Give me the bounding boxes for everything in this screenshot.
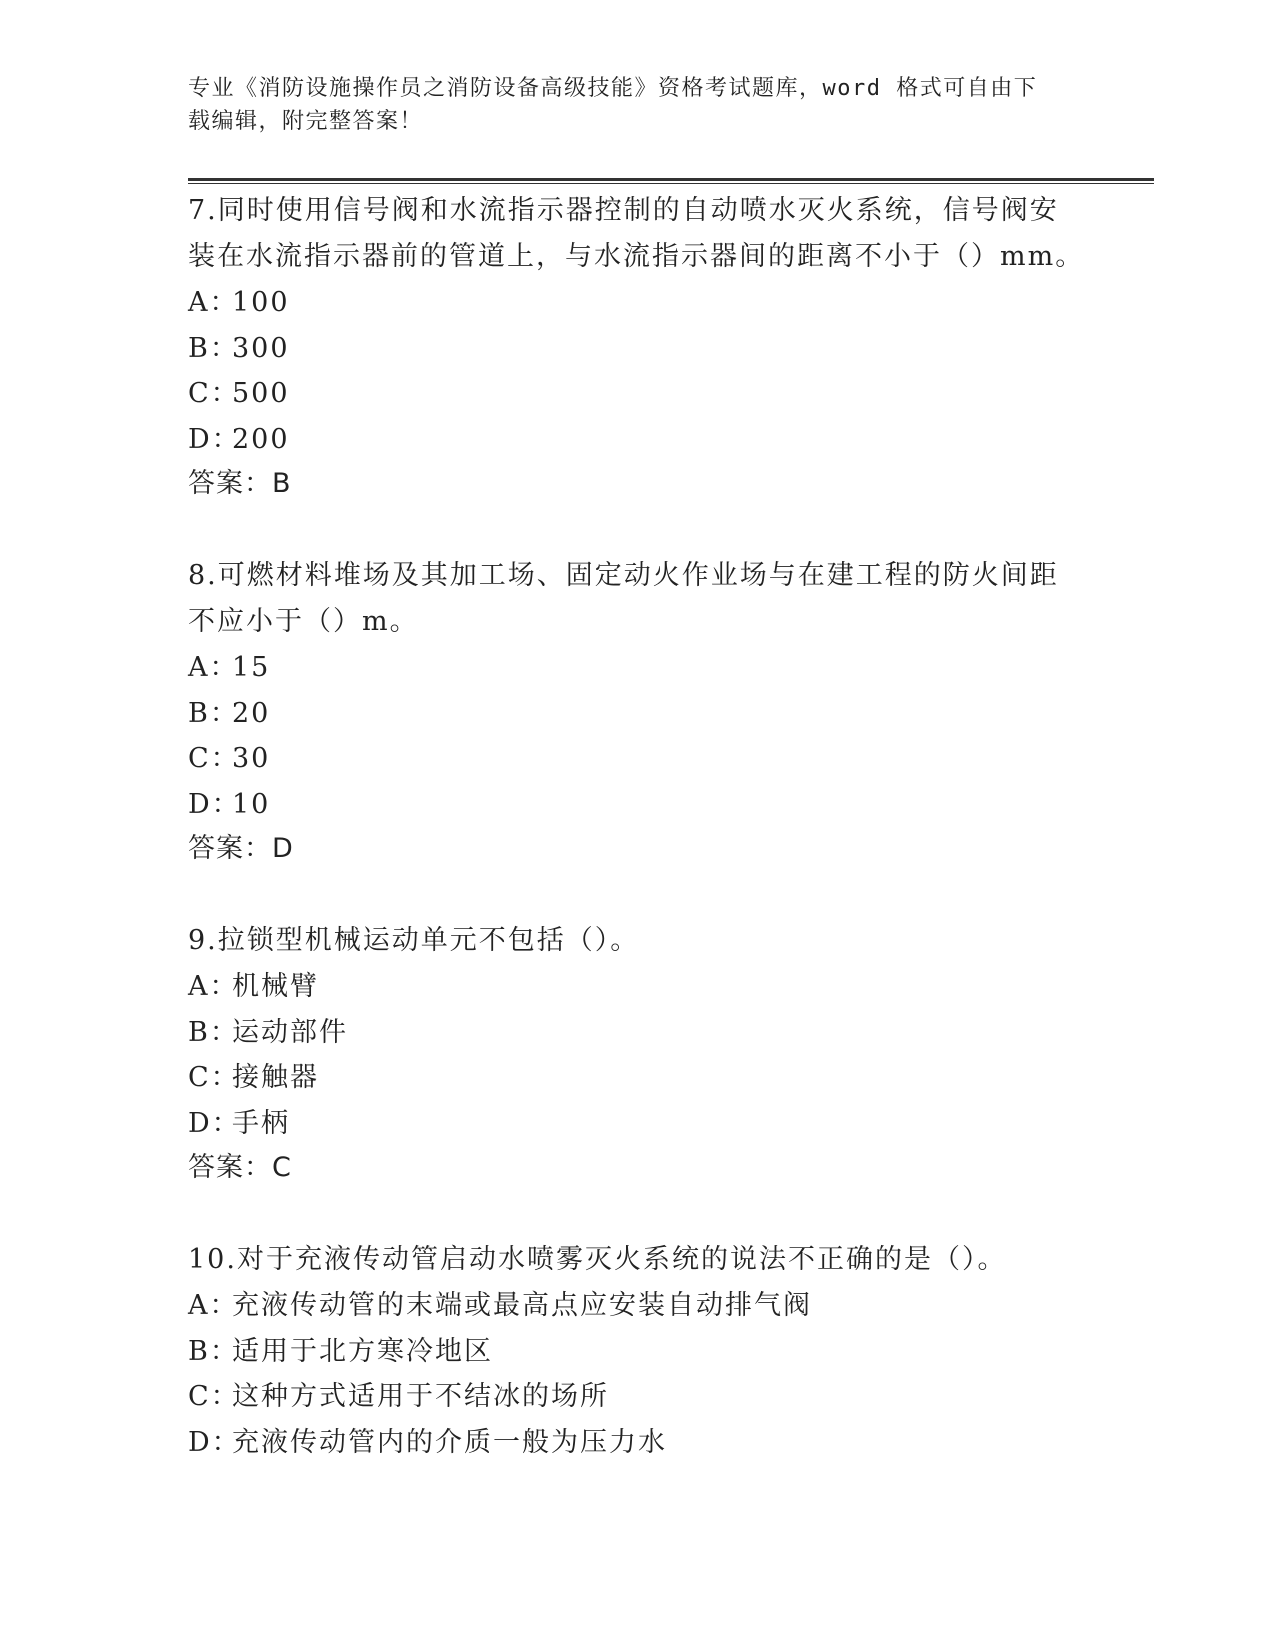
option-c <box>188 736 1088 782</box>
question-10 <box>188 1237 1088 1465</box>
option-text: 充液传动管的末端或最高点应安装自动排气阀 <box>232 1290 812 1321</box>
option-b <box>188 326 1088 372</box>
option-a <box>188 280 1088 326</box>
option-key: C： <box>188 743 240 774</box>
header-rule-thick <box>188 178 1154 181</box>
option-d <box>188 417 1088 463</box>
answer-line: 答案：D <box>188 833 294 864</box>
option-text: 100 <box>232 287 290 318</box>
option-text: 30 <box>232 743 271 774</box>
question-stem-line: 7.同时使用信号阀和水流指示器控制的自动喷水灭火系统，信号阀安 <box>188 195 1059 226</box>
option-text: 手柄 <box>232 1107 290 1139</box>
option-key: D： <box>188 1426 241 1458</box>
option-key: A： <box>188 652 239 683</box>
option-c <box>188 1055 1088 1101</box>
option-key: B： <box>188 1335 239 1367</box>
option-key: B： <box>188 697 239 729</box>
option-a <box>188 1283 1088 1329</box>
option-key: A： <box>188 1290 239 1321</box>
option-key: C： <box>188 378 240 409</box>
option-text: 20 <box>232 697 271 729</box>
option-text: 15 <box>232 652 271 683</box>
option-text: 300 <box>232 332 290 364</box>
option-key: B： <box>188 1016 239 1048</box>
document-header <box>188 72 1088 138</box>
header-line-1: 专业《消防设施操作员之消防设备高级技能》资格考试题库，word 格式可自由下 <box>188 76 1038 101</box>
option-d <box>188 1101 1088 1147</box>
question-7 <box>188 188 1088 506</box>
option-text: 适用于北方寒冷地区 <box>232 1335 493 1367</box>
question-9 <box>188 918 1088 1190</box>
option-b <box>188 1329 1088 1375</box>
option-a <box>188 645 1088 691</box>
option-key: D： <box>188 423 241 455</box>
option-key: C： <box>188 1381 240 1412</box>
answer-line: 答案：B <box>188 468 292 499</box>
option-key: B： <box>188 332 239 364</box>
option-c <box>188 371 1088 417</box>
option-b <box>188 1010 1088 1056</box>
question-stem-line: 9.拉锁型机械运动单元不包括（）。 <box>188 925 640 956</box>
option-key: A： <box>188 287 239 318</box>
header-line-2: 载编辑，附完整答案！ <box>188 109 424 134</box>
option-key: A： <box>188 971 239 1002</box>
option-c <box>188 1374 1088 1420</box>
option-d <box>188 1420 1088 1466</box>
option-a <box>188 964 1088 1010</box>
option-text: 200 <box>232 423 290 455</box>
question-stem-line: 10.对于充液传动管启动水喷雾灭火系统的说法不正确的是（）。 <box>188 1244 1007 1275</box>
option-text: 500 <box>232 378 290 409</box>
question-list <box>188 188 1088 1512</box>
option-text: 充液传动管内的介质一般为压力水 <box>232 1426 667 1458</box>
question-stem-line: 装在水流指示器前的管道上，与水流指示器间的距离不小于（）mm。 <box>188 241 1085 272</box>
header-rule-thin <box>188 183 1154 184</box>
option-key: C： <box>188 1062 240 1093</box>
option-text: 接触器 <box>232 1062 319 1093</box>
option-text: 这种方式适用于不结冰的场所 <box>232 1381 609 1412</box>
option-text: 运动部件 <box>232 1016 348 1048</box>
question-8 <box>188 553 1088 871</box>
option-text: 机械臂 <box>232 971 319 1002</box>
option-b <box>188 691 1088 737</box>
question-stem-line: 不应小于（）m。 <box>188 606 419 637</box>
option-key: D： <box>188 1107 241 1139</box>
question-stem-line: 8.可燃材料堆场及其加工场、固定动火作业场与在建工程的防火间距 <box>188 560 1059 591</box>
answer-line: 答案：C <box>188 1152 292 1183</box>
option-d <box>188 782 1088 828</box>
option-key: D： <box>188 788 241 820</box>
option-text: 10 <box>232 788 271 820</box>
